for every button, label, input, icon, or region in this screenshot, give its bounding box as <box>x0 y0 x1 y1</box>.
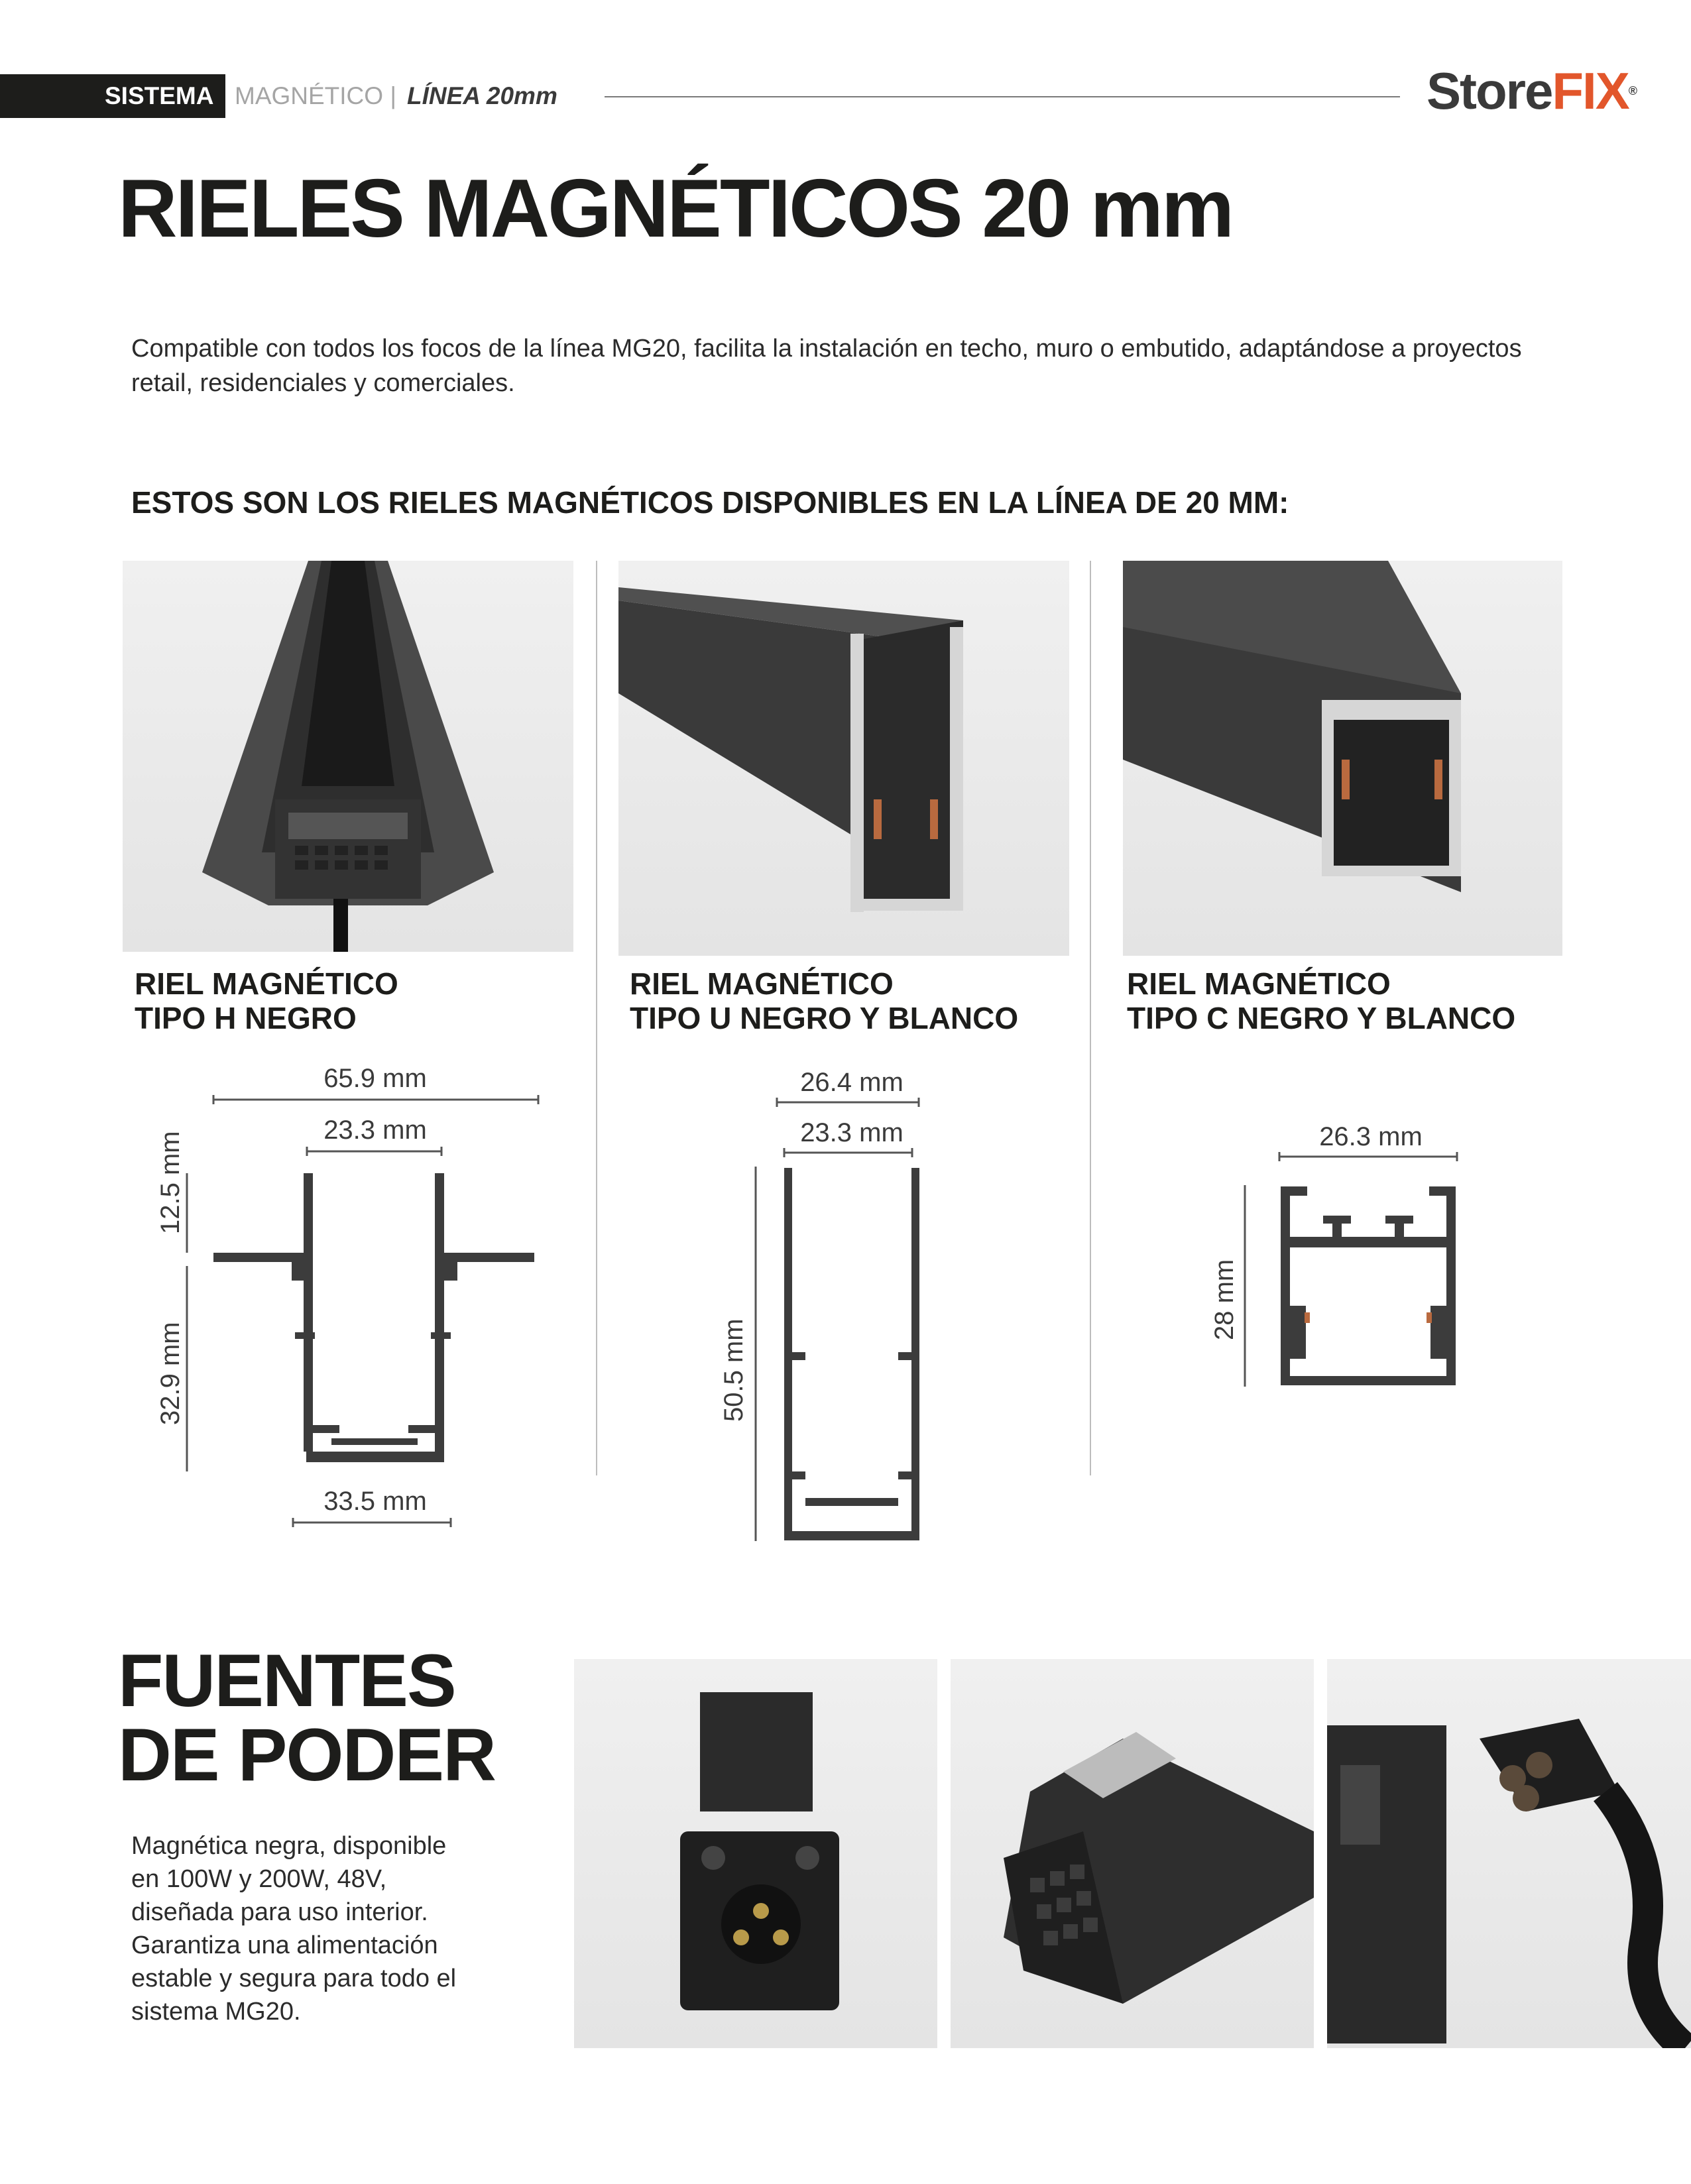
intro-line-2: retail, residenciales y comerciales. <box>131 369 515 397</box>
rail-c-caption <box>1127 966 1515 1035</box>
fuentes-text-line-5: estable y segura para todo el <box>131 1965 457 1992</box>
intro-paragraph <box>131 331 1590 400</box>
power-supply-photo-3 <box>1327 1659 1691 2048</box>
dim-u-height: 50.5 mm <box>719 1318 748 1422</box>
rail-u-photo <box>618 561 1069 956</box>
logo-fix-text: FIX <box>1552 62 1629 120</box>
fuentes-title-line-1: FUENTES <box>118 1639 455 1722</box>
dim-u-width-outer: 26.4 mm <box>800 1068 904 1097</box>
fuentes-description <box>131 1829 502 2028</box>
header-sistema: SISTEMA <box>105 82 214 109</box>
rail-c-dimension-diagram <box>1193 1114 1472 1392</box>
logo-registered-mark: ® <box>1628 84 1636 97</box>
logo-store-text: Store <box>1427 62 1552 120</box>
dim-c-width: 26.3 mm <box>1319 1122 1423 1151</box>
dim-h-width-total: 65.9 mm <box>323 1064 427 1093</box>
dim-u-width-inner: 23.3 mm <box>800 1118 904 1147</box>
section-subtitle: ESTOS SON LOS RIELES MAGNÉTICOS DISPONIBLES EN LA LÍNEA DE 20 MM: <box>131 485 1289 520</box>
dim-h-height-bottom: 32.9 mm <box>156 1322 185 1425</box>
power-supply-socket-illustration <box>574 1659 937 2048</box>
rail-u-profile <box>784 1168 919 1540</box>
rail-h-caption-line-2: TIPO H NEGRO <box>135 1001 357 1035</box>
rail-c-contact-right <box>1427 1312 1432 1323</box>
fuentes-text-line-2: en 100W y 200W, 48V, <box>131 1865 387 1893</box>
rail-c-caption-line-1: RIEL MAGNÉTICO <box>1127 966 1391 1001</box>
fuentes-text-line-1: Magnética negra, disponible <box>131 1832 447 1860</box>
rail-h-illustration <box>123 561 573 952</box>
dim-h-width-bottom: 33.5 mm <box>323 1487 427 1516</box>
column-divider-2 <box>1090 561 1091 1475</box>
header-magnetico: MAGNÉTICO | <box>235 82 396 109</box>
dim-c-height: 28 mm <box>1210 1259 1239 1340</box>
rail-h-caption <box>135 966 398 1035</box>
column-divider-1 <box>596 561 597 1475</box>
rail-u-dimension-diagram <box>716 1061 994 1551</box>
rail-h-dimension-diagram <box>133 1054 557 1531</box>
power-supply-module-illustration <box>951 1659 1314 2048</box>
fuentes-text-line-3: diseñada para uso interior. <box>131 1898 428 1926</box>
rail-u-illustration <box>618 561 1069 956</box>
rail-c-illustration <box>1123 561 1562 956</box>
rail-c-contact-left <box>1305 1312 1310 1323</box>
fuentes-title-line-2: DE PODER <box>118 1713 495 1796</box>
rail-c-photo <box>1123 561 1562 956</box>
dim-h-width-inner: 23.3 mm <box>323 1116 427 1145</box>
power-supply-photo-2 <box>951 1659 1314 2048</box>
page-title: RIELES MAGNÉTICOS 20 mm <box>118 163 1233 255</box>
fuentes-title <box>118 1639 495 1796</box>
power-supply-photo-1 <box>574 1659 937 2048</box>
power-connector-illustration <box>1327 1659 1691 2048</box>
dim-h-height-top: 12.5 mm <box>156 1131 185 1234</box>
storefix-logo <box>1427 61 1636 121</box>
rail-c-profile <box>1281 1186 1456 1385</box>
rail-h-photo <box>123 561 573 952</box>
rail-h-profile <box>213 1173 534 1462</box>
rail-c-caption-line-2: TIPO C NEGRO Y BLANCO <box>1127 1001 1516 1035</box>
header-linea: LÍNEA 20mm <box>407 82 557 109</box>
rail-u-caption <box>630 966 1018 1035</box>
rail-u-caption-line-1: RIEL MAGNÉTICO <box>630 966 894 1001</box>
fuentes-text-line-6: sistema MG20. <box>131 1998 301 2026</box>
rail-u-caption-line-2: TIPO U NEGRO Y BLANCO <box>630 1001 1019 1035</box>
fuentes-text-line-4: Garantiza una alimentación <box>131 1931 438 1959</box>
rail-h-caption-line-1: RIEL MAGNÉTICO <box>135 966 398 1001</box>
header-rule <box>605 96 1400 97</box>
intro-line-1: Compatible con todos los focos de la línea MG20, facilita la instalación en techo, muro o embutido, adaptándose a proyectos <box>131 335 1522 363</box>
